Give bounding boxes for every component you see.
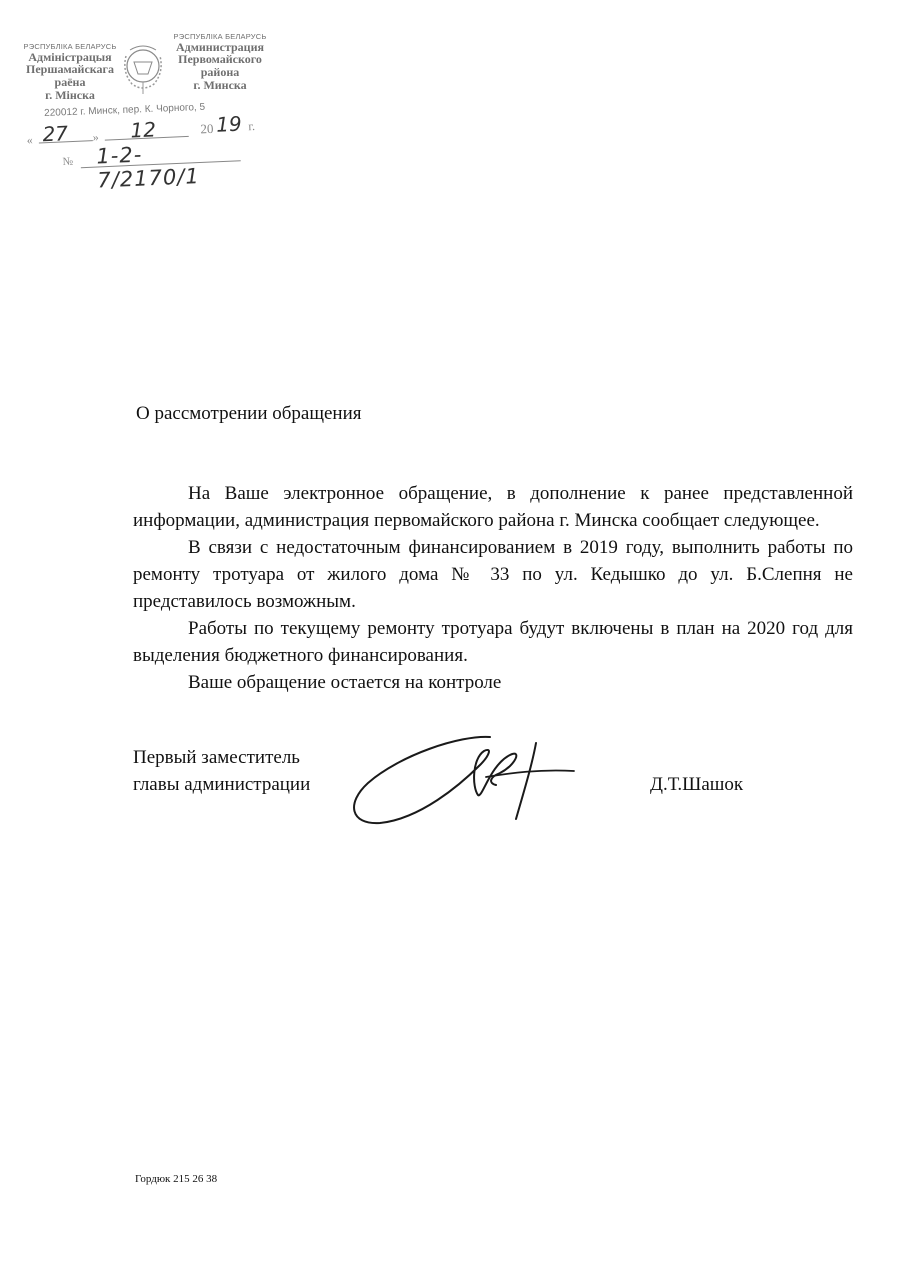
stamp-left-country: РЭСПУБЛІКА БЕЛАРУСЬ [23, 42, 117, 51]
executor-footer: Гордюк 215 26 38 [135, 1173, 218, 1185]
stamp-left-line-3: раёна [54, 75, 86, 90]
letter-subject: О рассмотрении обращения [136, 403, 362, 424]
stamp-left-line-1: Адміністрацыя [28, 49, 112, 64]
paragraph-3: Работы по текущему ремонту тротуара будут включены в план на 2020 год для выделения бюджетного финансирования. [133, 618, 853, 666]
stamp-address: 220012 г. Минск, пер. К. Чорного, 5 [44, 101, 206, 119]
signatory-title-line-1: Первый заместитель [133, 747, 300, 768]
stamp-left-line-2: Першамайскага [26, 62, 114, 77]
stamp-right-line-4: г. Минска [193, 77, 247, 92]
stamp-year-prefix: 20 [200, 120, 214, 137]
stamp-month: 12 [129, 117, 157, 143]
paragraph-1: На Ваше электронное обращение, в дополнение к ранее представленной информации, администрация первомайского района г. Минска сообщает следующее. [133, 483, 853, 531]
signatory-title [133, 744, 310, 798]
stamp-day: 27 [41, 121, 69, 147]
paragraph-4: Ваше обращение остается на контроле [188, 672, 502, 693]
stamp-year-label: г. [248, 119, 256, 134]
stamp-right-line-1: Администрация [175, 39, 264, 54]
handwritten-signature [340, 725, 590, 835]
stamp-right-line-2: Первомайского [178, 52, 262, 67]
stamp-number: 1-2-7/2170/1 [95, 142, 201, 193]
stamp-right-block [166, 33, 274, 91]
registration-stamp [0, 0, 300, 193]
signatory-title-line-2: главы администрации [133, 774, 311, 795]
stamp-date-line: « 27 » 12 20 19 г. [26, 111, 256, 147]
stamp-right-line-3: района [200, 65, 240, 80]
stamp-number-line [62, 140, 243, 193]
stamp-right-country: РЭСПУБЛІКА БЕЛАРУСЬ [173, 32, 267, 41]
stamp-left-block [14, 43, 126, 101]
stamp-year-suffix: 19 [215, 111, 243, 137]
stamp-number-label: № [62, 155, 74, 168]
stamp-left-line-4: г. Мінска [45, 87, 95, 102]
letter-body [133, 480, 853, 696]
paragraph-2: В связи с недостаточным финансированием в 2019 году, выполнить работы по ремонту тротуара от жилого дома № 33 по ул. Кедышко до ул. Б.Слепня не представилось возможным. [133, 537, 853, 612]
coat-of-arms-icon [118, 42, 168, 94]
signatory-name: Д.Т.Шашок [650, 774, 744, 795]
